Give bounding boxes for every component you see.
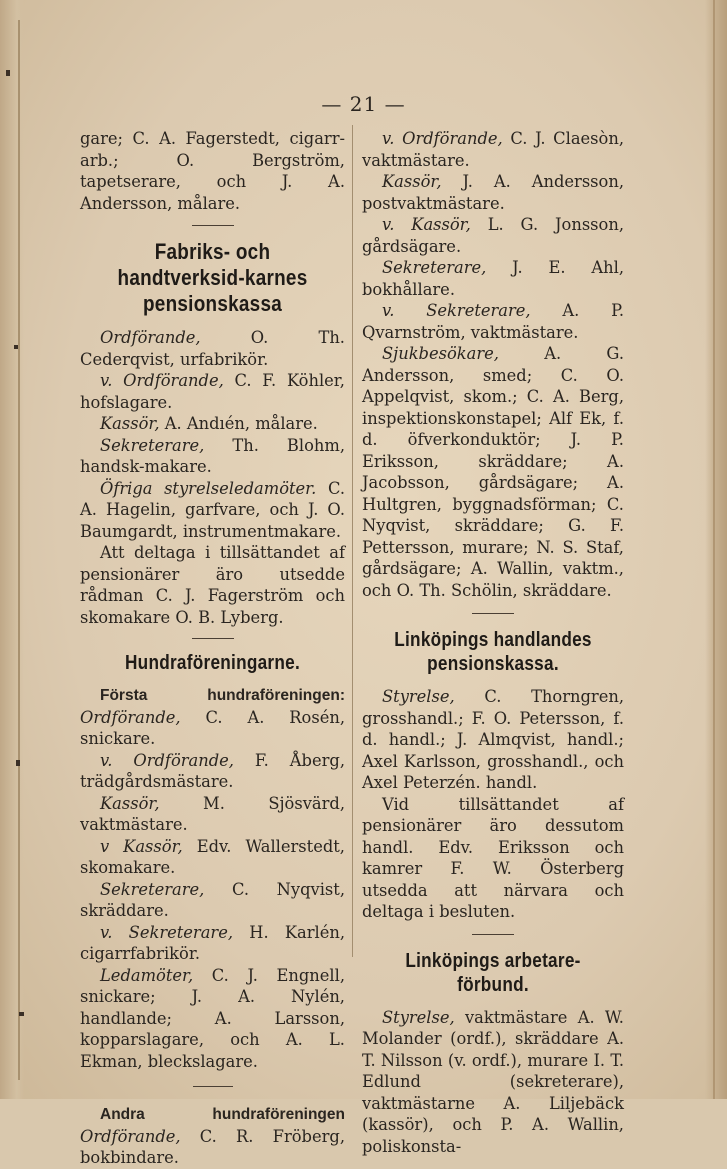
entry-text: J. A. Andersson, postvaktmästare. bbox=[362, 172, 624, 213]
entry-text: F. Åberg, trädgårdsmästare. bbox=[80, 750, 345, 791]
entry bbox=[80, 435, 345, 478]
role-label: v. Ordförande, bbox=[100, 371, 224, 390]
entry bbox=[80, 684, 345, 750]
entry bbox=[80, 370, 345, 413]
role-label: v. Kassör, bbox=[382, 215, 471, 234]
entry bbox=[362, 128, 624, 171]
entry bbox=[362, 343, 624, 601]
role-label: Kassör, bbox=[382, 172, 442, 191]
entry bbox=[80, 750, 345, 793]
role-label: Styrelse, bbox=[382, 687, 455, 706]
column-divider bbox=[352, 125, 353, 957]
entry-text: C. J. Engnell, snickare; J. A. Nylén, handlande; A. Larsson, kopparslagare, och A. L. Ekman, bleckslagare. bbox=[80, 965, 345, 1071]
entry bbox=[80, 836, 345, 879]
role-label: Kassör, bbox=[100, 414, 160, 433]
entry-text: C. A. Hagelin, garfvare, och J. O. Baumgardt, instrumentmakare. bbox=[80, 478, 345, 541]
left-column bbox=[80, 128, 345, 1169]
entry-text: C. F. Köhler, hofslagare. bbox=[80, 371, 345, 412]
role-label: Ordförande, bbox=[80, 707, 181, 727]
section-rule bbox=[472, 934, 514, 935]
role-label: Öfriga styrelseledamöter. bbox=[100, 478, 317, 498]
entry-text: A. Andıén, målare. bbox=[159, 414, 318, 433]
section-rule bbox=[472, 613, 514, 614]
intro-paragraph: gare; C. A. Fagerstedt, cigarr-arb.; O. Bergström, tapetserare, och J. A. Andersson, målare. bbox=[80, 129, 345, 213]
entry bbox=[362, 214, 624, 257]
section-rule bbox=[192, 225, 234, 226]
role-label: v. Ordförande, bbox=[382, 129, 503, 148]
entry bbox=[80, 922, 345, 965]
section-heading: Fabriks- och handtverksid-karnes pensionskassa bbox=[117, 239, 308, 316]
role-label: v Kassör, bbox=[100, 836, 183, 856]
entry bbox=[80, 478, 345, 543]
entry bbox=[362, 171, 624, 214]
role-label: Sekreterare, bbox=[100, 879, 205, 899]
entry bbox=[80, 793, 345, 836]
entry bbox=[362, 300, 624, 343]
entry-text: C. R. Fröberg, bokbindare. bbox=[80, 1126, 345, 1167]
entry bbox=[80, 879, 345, 922]
entry-text: Edv. Wallerstedt, skomakare. bbox=[80, 836, 345, 877]
entry-text: C. A. Rosén, snickare. bbox=[80, 707, 345, 748]
role-label: v. Ordförande, bbox=[100, 750, 234, 770]
binding-mark bbox=[16, 760, 20, 766]
entry-text: H. Karlén, cigarrfabrikör. bbox=[80, 922, 346, 963]
entry-text: A. G. Andersson, smed; C. O. Appelqvist, skom.; C. A. Berg, inspektionskonstapel; Alf Ek, f. d. öfverkonduktör; J. P. Eriksson, skräddare; A. Jacobsson, gårdsägare; A. Hultgren, byggnadsförman; C. Nyqvist, skräddare; G. F. Pettersson, murare; N. S. Staf, gårdsägare; A. Wallin, vaktm., och O. Th. Schölin, skräddare. bbox=[362, 344, 624, 600]
association-name: Andra hundraföreningen bbox=[100, 1106, 345, 1123]
entry-text: C. Nyqvist, skräddare. bbox=[80, 879, 345, 920]
entry: Vid tillsättandet af pensionärer äro dessutom handl. Edv. Eriksson och kamrer F. W. Österberg utsedda att närvara och deltaga i besluten. bbox=[362, 794, 624, 921]
entry-text: C. J. Claesòn, vaktmästare. bbox=[362, 129, 624, 170]
role-label: Ordförande, bbox=[80, 1126, 181, 1146]
entry bbox=[80, 965, 345, 1073]
entry bbox=[362, 257, 624, 300]
page-number: — 21 — bbox=[321, 92, 406, 116]
section-rule bbox=[193, 1086, 233, 1087]
entry bbox=[362, 686, 624, 794]
entry-text: J. E. Ahl, bokhållare. bbox=[362, 258, 624, 299]
page-spine-shadow bbox=[0, 0, 24, 1099]
section-heading: Linköpings arbetare-förbund. bbox=[405, 949, 581, 996]
section-heading: Linköpings handlandes pensionskassa. bbox=[394, 629, 592, 675]
role-label: v. Sekreterare, bbox=[382, 301, 531, 320]
association-name: Första hundraföreningen: bbox=[100, 687, 345, 704]
binding-mark bbox=[19, 1012, 24, 1016]
entry-text: C. Thorngren, grosshandl.; F. O. Petersson, f. d. handl.; J. Almqvist, handl.; Axel Karlsson, grosshandl., och Axel Peterzén. handl. bbox=[362, 687, 624, 792]
role-label: Ordförande, bbox=[100, 328, 201, 347]
entry-text: L. G. Jonsson, gårdsägare. bbox=[362, 215, 625, 256]
entry bbox=[80, 327, 345, 370]
role-label: Sekreterare, bbox=[100, 435, 205, 455]
entry-text: vaktmästare A. W. Molander (ordf.), skräddare A. T. Nilsson (v. ordf.), murare I. T. Edlund (sekreterare), vaktmästarne A. Liljebäck (kassör), och P. A. Wallin, poliskonsta- bbox=[362, 1007, 624, 1156]
role-label: Kassör, bbox=[100, 793, 160, 813]
right-page-edge bbox=[705, 0, 727, 1099]
entry-text: A. P. Qvarnström, vaktmästare. bbox=[362, 301, 624, 342]
entry: Att deltaga i tillsättandet af pensionärer äro utsedde rådman C. J. Fagerström och skomakare O. B. Lyberg. bbox=[80, 543, 345, 627]
role-label: v. Sekreterare, bbox=[100, 922, 234, 942]
edge-line bbox=[713, 0, 715, 1099]
right-column bbox=[362, 128, 624, 1157]
spine-line bbox=[18, 20, 20, 1080]
entry bbox=[80, 413, 345, 435]
role-label: Sekreterare, bbox=[382, 258, 487, 277]
role-label: Styrelse, bbox=[382, 1007, 455, 1027]
section-heading: Hundraföreningarne. bbox=[124, 652, 301, 674]
entry-text: M. Sjösvärd, vaktmästare. bbox=[80, 793, 345, 834]
binding-mark bbox=[6, 70, 10, 76]
entry-text: O. Th. Cederqvist, urfabrikör. bbox=[80, 328, 345, 369]
binding-mark bbox=[14, 345, 18, 349]
role-label: Ledamöter, bbox=[100, 965, 194, 985]
entry bbox=[80, 1103, 345, 1169]
entry-text: Th. Blohm, handsk-makare. bbox=[80, 435, 345, 476]
entry bbox=[362, 1007, 624, 1158]
section-rule bbox=[192, 638, 234, 639]
role-label: Sjukbesökare, bbox=[382, 344, 499, 363]
